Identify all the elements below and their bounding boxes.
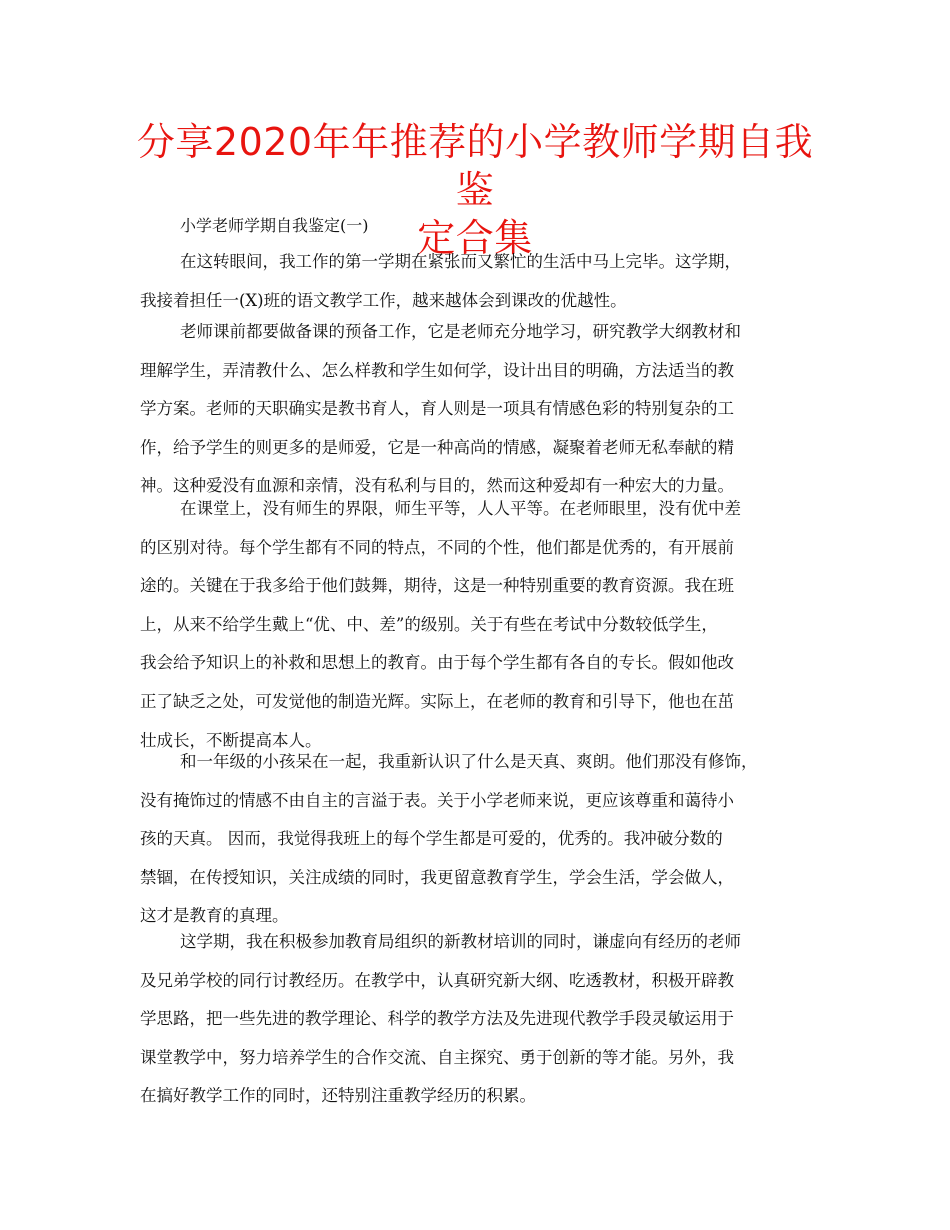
paragraph-line: 上，从来不给学生戴上“优、中、差”的级别。关于有些在考试中分数较低学生， <box>140 614 718 634</box>
paragraph-2 <box>140 320 741 513</box>
paragraph-line: 我接着担任一(X)班的语文教学工作，越来越体会到课改的优越性。 <box>140 290 627 310</box>
paragraph-line: 作，给予学生的则更多的是师爱，它是一种高尚的情感，凝聚着老师无私奉献的精 <box>140 437 734 457</box>
paragraph-line: 我会给予知识上的补救和思想上的教育。由于每个学生都有各自的专长。假如他改 <box>140 653 734 673</box>
paragraph-line: 理解学生，弄清教什么、怎么样教和学生如何学，设计出目的明确，方法适当的教 <box>140 360 734 380</box>
paragraph-5 <box>140 930 741 1123</box>
paragraph-line: 途的。关键在于我多给于他们鼓舞，期待，这是一种特别重要的教育资源。我在班 <box>140 576 734 596</box>
document-title <box>120 118 830 262</box>
paragraph-line: 学方案。老师的天职确实是教书育人，育人则是一项具有情感色彩的特别复杂的工 <box>140 399 734 419</box>
paragraph-line: 壮成长，不断提高本人。 <box>140 730 322 750</box>
paragraph-line: 这才是教育的真理。 <box>140 906 289 926</box>
paragraph-line: 老师课前都要做备课的预备工作，它是老师充分地学习，研究教学大纲教材和 <box>180 322 741 341</box>
paragraph-line: 神。这种爱没有血源和亲情，没有私利与目的，然而这种爱却有一种宏大的力量。 <box>140 476 734 496</box>
paragraph-line: 及兄弟学校的同行讨教经历。在教学中，认真研究新大纲、吃透教材，积极开辟教 <box>140 970 734 990</box>
paragraph-3 <box>140 497 741 767</box>
paragraph-line: 在课堂上，没有师生的界限，师生平等，人人平等。在老师眼里，没有优中差 <box>180 499 741 518</box>
title-line-1: 分享2020年年推荐的小学教师学期自我鉴 <box>136 120 814 212</box>
paragraph-line: 在搞好教学工作的同时，还特别注重教学经历的积累。 <box>140 1086 536 1106</box>
paragraph-line: 和一年级的小孩呆在一起，我重新认识了什么是天真、爽朗。他们那没有修饰， <box>180 752 758 771</box>
paragraph-line: 课堂教学中，努力培养学生的合作交流、自主探究、勇于创新的等才能。另外，我 <box>140 1047 734 1067</box>
paragraph-line: 禁锢，在传授知识，关注成绩的同时，我更留意教育学生，学会生活，学会做人， <box>140 867 734 887</box>
paragraph-line: 没有掩饰过的情感不由自主的言溢于表。关于小学老师来说，更应该尊重和蔼待小 <box>140 790 734 810</box>
paragraph-line: 孩的天真。 因而，我觉得我班上的每个学生都是可爱的，优秀的。我冲破分数的 <box>140 829 723 849</box>
paragraph-line: 正了缺乏之处，可发觉他的制造光辉。实际上，在老师的教育和引导下，他也在茁 <box>140 691 734 711</box>
paragraph-4 <box>140 750 758 943</box>
paragraph-line: 在这转眼间，我工作的第一学期在紧张而又繁忙的生活中马上完毕。这学期， <box>180 252 741 271</box>
paragraph-line: 的区别对待。每个学生都有不同的特点，不同的个性，他们都是优秀的，有开展前 <box>140 537 734 557</box>
paragraph-1 <box>140 250 741 327</box>
paragraph-line: 学思路，把一些先进的教学理论、科学的教学方法及先进现代教学手段灵敏运用于 <box>140 1009 734 1029</box>
paragraph-line: 这学期，我在积极参加教育局组织的新教材培训的同时，谦虚向有经历的老师 <box>180 932 741 951</box>
section-heading: 小学老师学期自我鉴定(一) <box>180 216 369 235</box>
title-line-2: 定合集 <box>417 216 533 260</box>
